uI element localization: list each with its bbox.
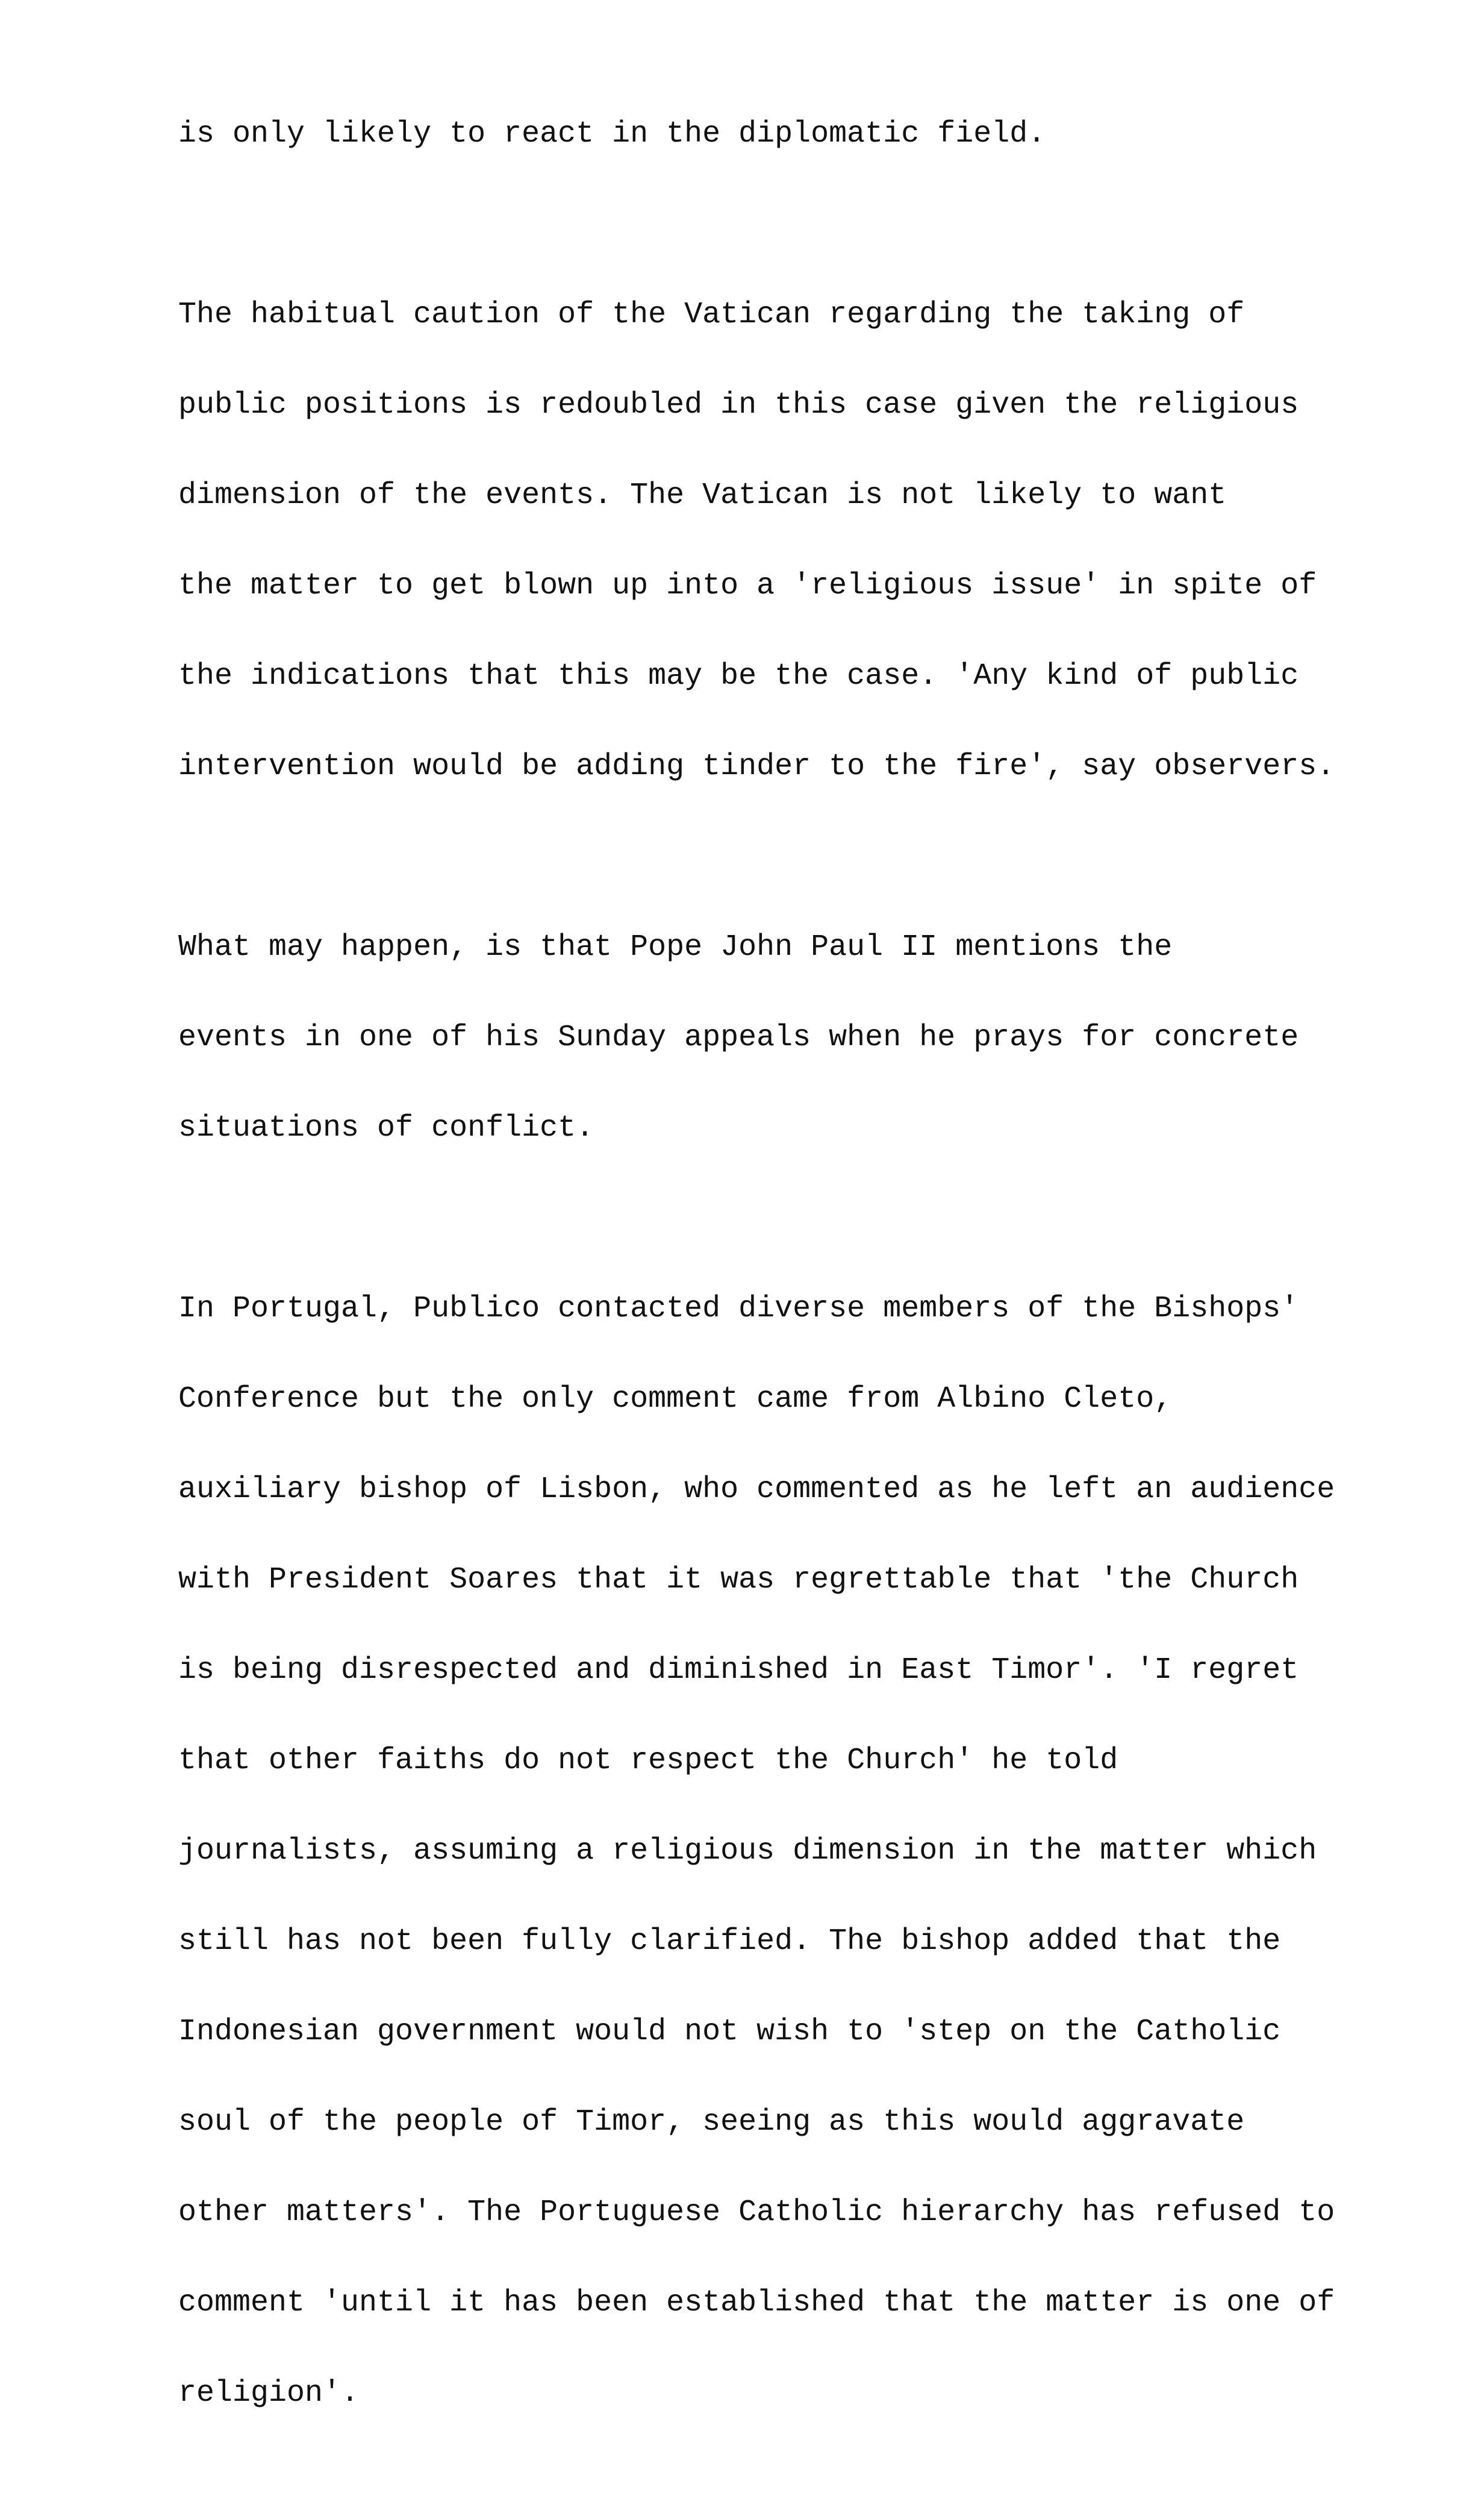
text-line: the indications that this may be the case. 'Any kind of public xyxy=(178,659,1299,693)
text-line: journalists, assuming a religious dimension in the matter which xyxy=(178,1834,1317,1868)
text-line: dimension of the events. The Vatican is not likely to want xyxy=(178,478,1227,513)
text-line: events in one of his Sunday appeals when he prays for concrete xyxy=(178,1021,1299,1055)
text-line: auxiliary bishop of Lisbon, who commented as he left an audience xyxy=(178,1472,1335,1507)
document-body xyxy=(178,59,1383,2499)
text-line: comment 'until it has been established that the matter is one of xyxy=(178,2286,1335,2320)
text-line: is only likely to react in the diplomatic field. xyxy=(178,117,1046,151)
paragraph-4 xyxy=(178,1234,1383,2469)
text-line: Conference but the only comment came from Albino Cleto, xyxy=(178,1382,1173,1416)
text-line: What may happen, is that Pope John Paul II mentions the xyxy=(178,930,1173,965)
text-line: other matters'. The Portuguese Catholic hierarchy has refused to xyxy=(178,2195,1335,2230)
text-line: with President Soares that it was regrettable that 'the Church xyxy=(178,1563,1299,1597)
text-line: religion'. xyxy=(178,2376,360,2410)
text-line: intervention would be adding tinder to the fire', say observers. xyxy=(178,749,1335,784)
text-line: that other faiths do not respect the Church' he told xyxy=(178,1744,1118,1778)
text-line: is being disrespected and diminished in East Timor'. 'I regret xyxy=(178,1653,1299,1687)
paragraph-1 xyxy=(178,59,1383,210)
paragraph-2 xyxy=(178,240,1383,842)
text-line: situations of conflict. xyxy=(178,1111,594,1145)
paragraph-3 xyxy=(178,872,1383,1204)
text-line: Indonesian government would not wish to 'step on the Catholic xyxy=(178,2015,1281,2049)
text-line: public positions is redoubled in this case given the religious xyxy=(178,388,1299,422)
text-line: the matter to get blown up into a 'religious issue' in spite of xyxy=(178,569,1317,603)
text-line: soul of the people of Timor, seeing as this would aggravate xyxy=(178,2105,1245,2139)
text-line: In Portugal, Publico contacted diverse members of the Bishops' xyxy=(178,1292,1299,1326)
text-line: still has not been fully clarified. The bishop added that the xyxy=(178,1924,1281,1959)
text-line: The habitual caution of the Vatican regarding the taking of xyxy=(178,298,1245,332)
